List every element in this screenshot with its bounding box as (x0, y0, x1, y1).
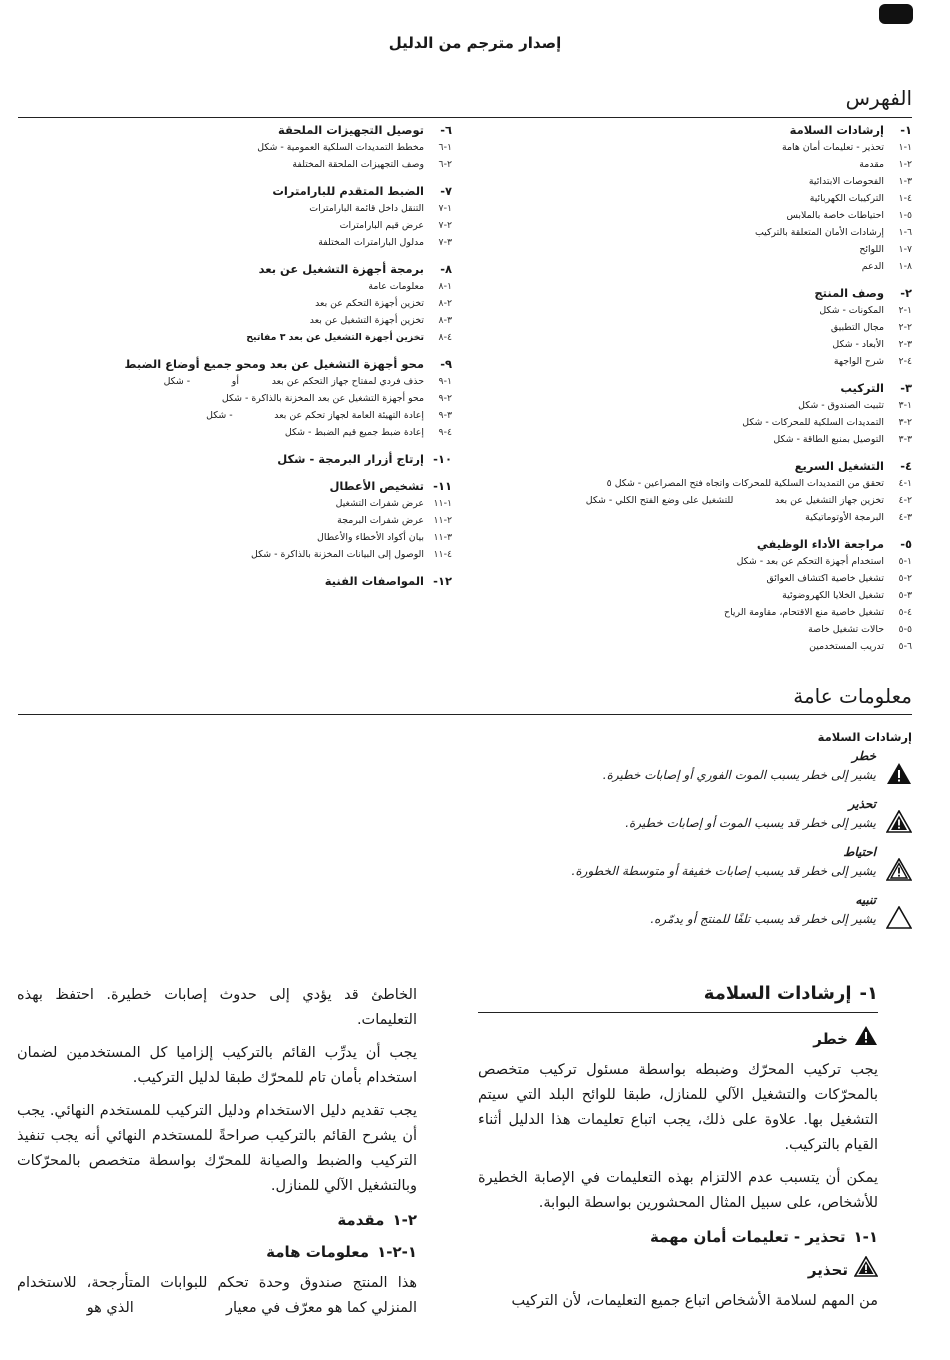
toc-heading-title: التركيب (840, 381, 884, 395)
toc-item-text: تخزين أجهزة التحكم عن بعد (315, 298, 424, 309)
toc-group (472, 380, 912, 448)
left-paragraph-3: يجب تقديم دليل الاستخدام ودليل التركيب للمستخدم النهائي. يجب أن يشرح القائم بالتركيب صراحةً للمستخدم النهائي أنه يجب تنفيذ التركيب والضبط والصيانة للمحرّك بواسطة متخصص بالمحرّكات وبالتشغيل الآلي للمنازل. (17, 1103, 417, 1194)
toc-item-text: تخزين جهاز التشغيل عن بعد للتشغيل على وضع الفتح الكلي - شكل (585, 495, 884, 506)
toc-item-text: تخزين أجهزة التشغيل عن بعد ٣ مفاتيح (246, 332, 424, 343)
section-1-heading (478, 983, 878, 1013)
toc-item-text: الوصول إلى البيانات المخزنة بالذاكرة - شكل (251, 549, 424, 560)
toc-heading-title: التشغيل السريع (794, 459, 884, 473)
toc-item[interactable] (22, 200, 452, 217)
section-1-1-heading (478, 1226, 878, 1248)
toc-item[interactable] (472, 139, 912, 156)
toc-item[interactable] (472, 553, 912, 570)
toc-heading[interactable] (22, 183, 452, 200)
warning-paragraph-1: من المهم لسلامة الأشخاص اتباع جميع التعليمات، لأن التركيب (511, 1293, 878, 1309)
toc-group (22, 122, 452, 173)
toc-item[interactable] (472, 604, 912, 621)
toc-item-number: ٣-٩ (438, 410, 452, 421)
toc-item[interactable] (472, 638, 912, 655)
caution-icon (882, 844, 912, 885)
toc-item-text: معلومات عامة (368, 281, 424, 292)
toc-item-text: تحذير - تعليمات أمان هامة (781, 142, 884, 153)
toc-heading[interactable] (22, 573, 452, 590)
safety-symbol-description: يشير إلى خطر قد يسبب إصابات خفيفة أو متوسطة الخطورة. (571, 864, 876, 878)
toc-item-text: تشغيل خاصية اكتشاف العوائق (766, 573, 884, 584)
toc-heading[interactable] (22, 451, 452, 468)
safety-symbol-row (12, 796, 912, 844)
toc-heading-title: المواصفات الفنية (324, 574, 424, 588)
toc-item-number: ٢-٣ (898, 417, 912, 428)
toc-item[interactable] (472, 492, 912, 509)
left-paragraph-2: يجب أن يدرِّب القائم بالتركيب إلزاميا كل المستخدمين لضمان استخدام بأمان تام للمحرّك طبقا لدليل التركيب. (17, 1045, 417, 1086)
toc-item[interactable] (22, 329, 452, 346)
toc-heading-title: إرتاج أزرار البرمجة - شكل (277, 452, 424, 466)
section-1-number: ١- (859, 983, 878, 1004)
danger-paragraph-1: يجب تركيب المحرّك وضبطه بواسطة مسئول تركيب متخصص بالمحرّكات والتشغيل الآلي للمنازل، طبقا للوائح البلد التي سيتم التشغيل بها. علاوة على ذلك، يجب اتباع تعليمات هذا الدليل أثناء القيام بالتركيب. (478, 1062, 878, 1153)
toc-item-number: ٣-٧ (438, 237, 452, 248)
toc-heading-number: ١٢- (433, 574, 452, 588)
toc-heading-number: ٧- (440, 184, 452, 198)
toc-group (22, 356, 452, 441)
general-info-rule (18, 714, 912, 715)
toc-item-number: ٦-١ (898, 227, 912, 238)
toc-item-text: مخطط التمديدات السلكية العمومية - شكل (257, 142, 424, 153)
toc-item-number: ١-٥ (898, 556, 912, 567)
toc-group (472, 285, 912, 370)
toc-item-number: ٢-١١ (433, 515, 452, 526)
toc-item[interactable] (472, 241, 912, 258)
section-1-2-number: ٢-١ (392, 1211, 417, 1229)
toc-item[interactable] (472, 587, 912, 604)
safety-symbol-text (12, 748, 876, 785)
toc-heading[interactable] (472, 458, 912, 475)
warning-label: تحذير (807, 1260, 848, 1279)
toc-item-number: ١-٨ (438, 281, 452, 292)
section-1-2-1-heading (17, 1241, 417, 1263)
toc-item-text: المكونات - شكل (819, 305, 884, 316)
toc-heading-number: ١- (900, 123, 912, 137)
toc-title: الفهرس (845, 86, 912, 110)
toc-item[interactable] (22, 312, 452, 329)
general-info-title: معلومات عامة (793, 684, 912, 708)
toc-item-text: تحقق من التمديدات السلكية للمحركات واتجاه فتح المصراعين - شكل ٥ (606, 478, 884, 489)
toc-item[interactable] (472, 156, 912, 173)
toc-item-number: ٥-٥ (898, 624, 912, 635)
danger-heading (478, 1025, 878, 1052)
section-1-1-number: ١-١ (853, 1228, 878, 1246)
toc-item-number: ٣-١ (898, 176, 912, 187)
toc-item-text: حالات تشغيل خاصة (808, 624, 884, 635)
toc-group (22, 261, 452, 346)
toc-item-number: ٢-٤ (898, 495, 912, 506)
safety-symbol-text (12, 892, 876, 929)
safety-symbol-row (12, 748, 912, 796)
danger-paragraph-2: يمكن أن يتسبب عدم الالتزام بهذه التعليمات في الإصابة الخطيرة للأشخاص، على سبيل المثال المحشورين بواسطة البوابة. (478, 1170, 878, 1211)
toc-item-text: مقدمة (859, 159, 884, 170)
safety-symbol-label: خطر (852, 749, 876, 763)
toc-item[interactable] (472, 207, 912, 224)
left-paragraph-1: الخاطئ قد يؤدي إلى حدوث إصابات خطيرة. احتفظ بهذه التعليمات. (17, 987, 417, 1028)
toc-item-number: ١-٧ (438, 203, 452, 214)
section-1-2-heading (17, 1209, 417, 1231)
toc-item-number: ٨-١ (898, 261, 912, 272)
toc-item-number: ٣-٢ (898, 339, 912, 350)
toc-heading[interactable] (22, 122, 452, 139)
document-subtitle: إصدار مترجم من الدليل (388, 34, 562, 52)
toc-item[interactable] (22, 390, 452, 407)
toc-item-number: ٤-١١ (433, 549, 452, 560)
toc-item-number: ٤-٥ (898, 607, 912, 618)
toc-item[interactable] (22, 529, 452, 546)
toc-heading[interactable] (22, 261, 452, 278)
safety-symbol-description: يشير إلى خطر قد يسبب الموت أو إصابات خطيرة. (625, 816, 876, 830)
section-1-2-title: مقدمة (337, 1211, 385, 1229)
warning-icon (854, 1256, 878, 1283)
toc-item-number: ٢-٥ (898, 573, 912, 584)
toc-item-number: ١-٦ (438, 142, 452, 153)
toc-item-text: تشغيل الخلايا الكهروضوئية (782, 590, 884, 601)
toc-heading-number: ١١- (433, 479, 452, 493)
toc-item-number: ١-١١ (433, 498, 452, 509)
toc-item-text: الدعم (861, 261, 884, 272)
toc-item-text: مدلول البارامترات المختلفة (318, 237, 424, 248)
toc-item-text: التنقل داخل قائمة البارامترات (309, 203, 424, 214)
safety-symbol-text (12, 796, 876, 833)
toc-item[interactable] (472, 414, 912, 431)
toc-heading[interactable] (22, 478, 452, 495)
toc-item[interactable] (22, 424, 452, 441)
toc-item[interactable] (472, 319, 912, 336)
toc-item-number: ٣-٣ (898, 434, 912, 445)
toc-item-text: مجال التطبيق (830, 322, 884, 333)
toc-item[interactable] (22, 373, 452, 390)
warning-heading (478, 1256, 878, 1283)
toc-item-text: الفحوصات الابتدائية (808, 176, 884, 187)
toc-item[interactable] (472, 302, 912, 319)
body-column-left (12, 983, 417, 1329)
toc-item-text: إعادة التهيئة العامة لجهاز تحكم عن بعد - شكل (206, 410, 424, 421)
toc-item[interactable] (472, 621, 912, 638)
toc-item[interactable] (22, 234, 452, 251)
toc-item[interactable] (22, 156, 452, 173)
toc-heading-number: ٢- (900, 286, 912, 300)
toc-item-text: استخدام أجهزة التحكم عن بعد - شكل (736, 556, 884, 567)
toc-item[interactable] (472, 570, 912, 587)
toc-heading[interactable] (472, 122, 912, 139)
toc-heading[interactable] (472, 536, 912, 553)
section-1-2-1-number: ١-٢-١ (377, 1243, 417, 1261)
toc-item-text: التمديدات السلكية للمحركات - شكل (742, 417, 884, 428)
toc-item-text: حذف فردي لمفتاح جهاز التحكم عن بعد أو - شكل (163, 376, 424, 387)
toc-heading[interactable] (472, 285, 912, 302)
safety-symbol-description: يشير إلى خطر قد يسبب تلفًا للمنتج أو يدمّره. (650, 912, 876, 926)
toc-item-number: ١-١ (898, 142, 912, 153)
toc-item[interactable] (22, 546, 452, 563)
toc-item-text: تدريب المستخدمين (809, 641, 884, 652)
toc-heading-title: برمجة أجهزة التشغيل عن بعد (258, 262, 424, 276)
toc-item[interactable] (472, 431, 912, 448)
toc-group (22, 451, 452, 468)
toc-item[interactable] (22, 278, 452, 295)
toc-item-number: ٤-٨ (438, 332, 452, 343)
section-1-title: إرشادات السلامة (703, 983, 852, 1004)
toc-item-text: البرمجة الأوتوماتيكية (805, 512, 884, 523)
safety-symbol-row (12, 844, 912, 892)
toc-heading-number: ٥- (900, 537, 912, 551)
toc-item-text: عرض قيم البارامترات (339, 220, 424, 231)
toc-item-number: ٥-١ (898, 210, 912, 221)
toc-item-number: ٦-٥ (898, 641, 912, 652)
toc-item-text: محو أجهزة التشغيل عن بعد المخزنة بالذاكرة - شكل (221, 393, 424, 404)
toc-heading-number: ٩- (440, 357, 452, 371)
toc-item-text: شرح الواجهة (833, 356, 884, 367)
body-column-right (478, 983, 878, 1322)
toc-column-left (22, 122, 452, 600)
toc-group (22, 573, 452, 590)
toc-heading-title: إرشادات السلامة (789, 123, 884, 137)
toc-item-number: ١-٢ (898, 305, 912, 316)
toc-item-number: ٤-١ (898, 193, 912, 204)
warning-icon (882, 796, 912, 837)
toc-heading[interactable] (22, 356, 452, 373)
toc-item[interactable] (22, 139, 452, 156)
safety-symbol-label: تنبيه (855, 893, 876, 907)
toc-item-number: ١-٤ (898, 478, 912, 489)
toc-heading-number: ٣- (900, 381, 912, 395)
toc-item[interactable] (22, 217, 452, 234)
toc-item-text: عرض شفرات التشغيل (335, 498, 424, 509)
page-corner-tab (879, 4, 913, 24)
toc-item-number: ٧-١ (898, 244, 912, 255)
toc-item-text: التركيبات الكهربائية (809, 193, 884, 204)
notice-icon (882, 892, 912, 933)
toc-item-text: عرض شفرات البرمجة (337, 515, 424, 526)
toc-heading[interactable] (472, 380, 912, 397)
toc-item-number: ٣-١١ (433, 532, 452, 543)
toc-item[interactable] (472, 173, 912, 190)
toc-item-number: ٢-٢ (898, 322, 912, 333)
toc-item[interactable] (22, 495, 452, 512)
toc-heading-number: ٤- (900, 459, 912, 473)
toc-heading-number: ٨- (440, 262, 452, 276)
toc-item[interactable] (472, 353, 912, 370)
toc-item-number: ٣-٤ (898, 512, 912, 523)
toc-item-number: ١-٣ (898, 400, 912, 411)
safety-symbol-row (12, 892, 912, 940)
toc-item-text: إرشادات الأمان المتعلقة بالتركيب (754, 227, 884, 238)
danger-filled-icon (882, 748, 912, 789)
toc-item-text: التوصيل بمنبع الطاقة - شكل (773, 434, 884, 445)
safety-symbols-block (12, 730, 912, 940)
toc-item[interactable] (472, 258, 912, 275)
toc-item-text: إعادة ضبط جميع قيم الضبط - شكل (284, 427, 424, 438)
toc-heading-number: ١٠- (433, 452, 452, 466)
toc-item-number: ٣-٨ (438, 315, 452, 326)
toc-group (472, 458, 912, 526)
safety-symbol-label: احتياط (843, 845, 876, 859)
danger-filled-icon (854, 1025, 878, 1052)
toc-heading-title: محو أجهزة التشغيل عن بعد ومحو جميع أوضاع الضبط (124, 357, 424, 371)
toc-group (22, 478, 452, 563)
safety-symbol-description: يشير إلى خطر يسبب الموت الفوري أو إصابات خطيرة. (602, 768, 876, 782)
toc-heading-title: الضبط المتقدم للبارامترات (272, 184, 424, 198)
toc-group (22, 183, 452, 251)
toc-item[interactable] (472, 509, 912, 526)
toc-item-text: الأبعاد - شكل (832, 339, 884, 350)
toc-item-number: ٢-٦ (438, 159, 452, 170)
section-1-1-title: تحذير - تعليمات أمان مهمة (649, 1228, 846, 1246)
toc-item[interactable] (22, 512, 452, 529)
toc-item-text: بيان أكواد الأخطاء والأعطال (317, 532, 424, 543)
toc-item-number: ١-٩ (438, 376, 452, 387)
toc-heading-number: ٦- (440, 123, 452, 137)
safety-title: إرشادات السلامة (817, 730, 912, 744)
toc-heading-title: تشخيص الأعطال (329, 479, 424, 493)
toc-item-text: وصف التجهيزات الملحقة المختلفة (292, 159, 424, 170)
toc-item[interactable] (472, 190, 912, 207)
toc-item-number: ٣-٥ (898, 590, 912, 601)
toc-group (472, 536, 912, 655)
toc-item-text: تشغيل خاصية منع الاقتحام، مقاومة الرياح (724, 607, 884, 618)
toc-item-number: ٢-٩ (438, 393, 452, 404)
toc-heading-title: وصف المنتج (814, 286, 884, 300)
toc-item[interactable] (472, 397, 912, 414)
toc-item-number: ٢-١ (898, 159, 912, 170)
toc-heading-title: توصيل التجهيزات الملحقة (278, 123, 424, 137)
toc-item-text: اللوائح (859, 244, 884, 255)
toc-item-number: ٢-٨ (438, 298, 452, 309)
toc-column-right (472, 122, 912, 665)
toc-rule (18, 117, 912, 118)
section-1-2-1-title: معلومات هامة (266, 1243, 370, 1261)
toc-item-number: ٢-٧ (438, 220, 452, 231)
left-paragraph-4: هذا المنتج صندوق وحدة تحكم للبوابات المتأرجحة، للاستخدام المنزلي كما هو معرّف في معيار الذي هو (12, 1275, 417, 1316)
safety-symbol-label: تحذير (848, 797, 876, 811)
safety-symbol-text (12, 844, 876, 881)
toc-item-text: احتياطات خاصة بالملابس (786, 210, 884, 221)
toc-item[interactable] (22, 295, 452, 312)
toc-item-number: ٤-٢ (898, 356, 912, 367)
toc-group (472, 122, 912, 275)
toc-item[interactable] (472, 475, 912, 492)
toc-item[interactable] (472, 336, 912, 353)
toc-item[interactable] (22, 407, 452, 424)
toc-heading-title: مراجعة الأداء الوظيفي (756, 537, 884, 551)
toc-item[interactable] (472, 224, 912, 241)
toc-item-text: تثبيت الصندوق - شكل (798, 400, 884, 411)
toc-item-number: ٤-٩ (438, 427, 452, 438)
danger-label: خطر (813, 1029, 848, 1048)
toc-item-text: تخزين أجهزة التشغيل عن بعد (309, 315, 424, 326)
